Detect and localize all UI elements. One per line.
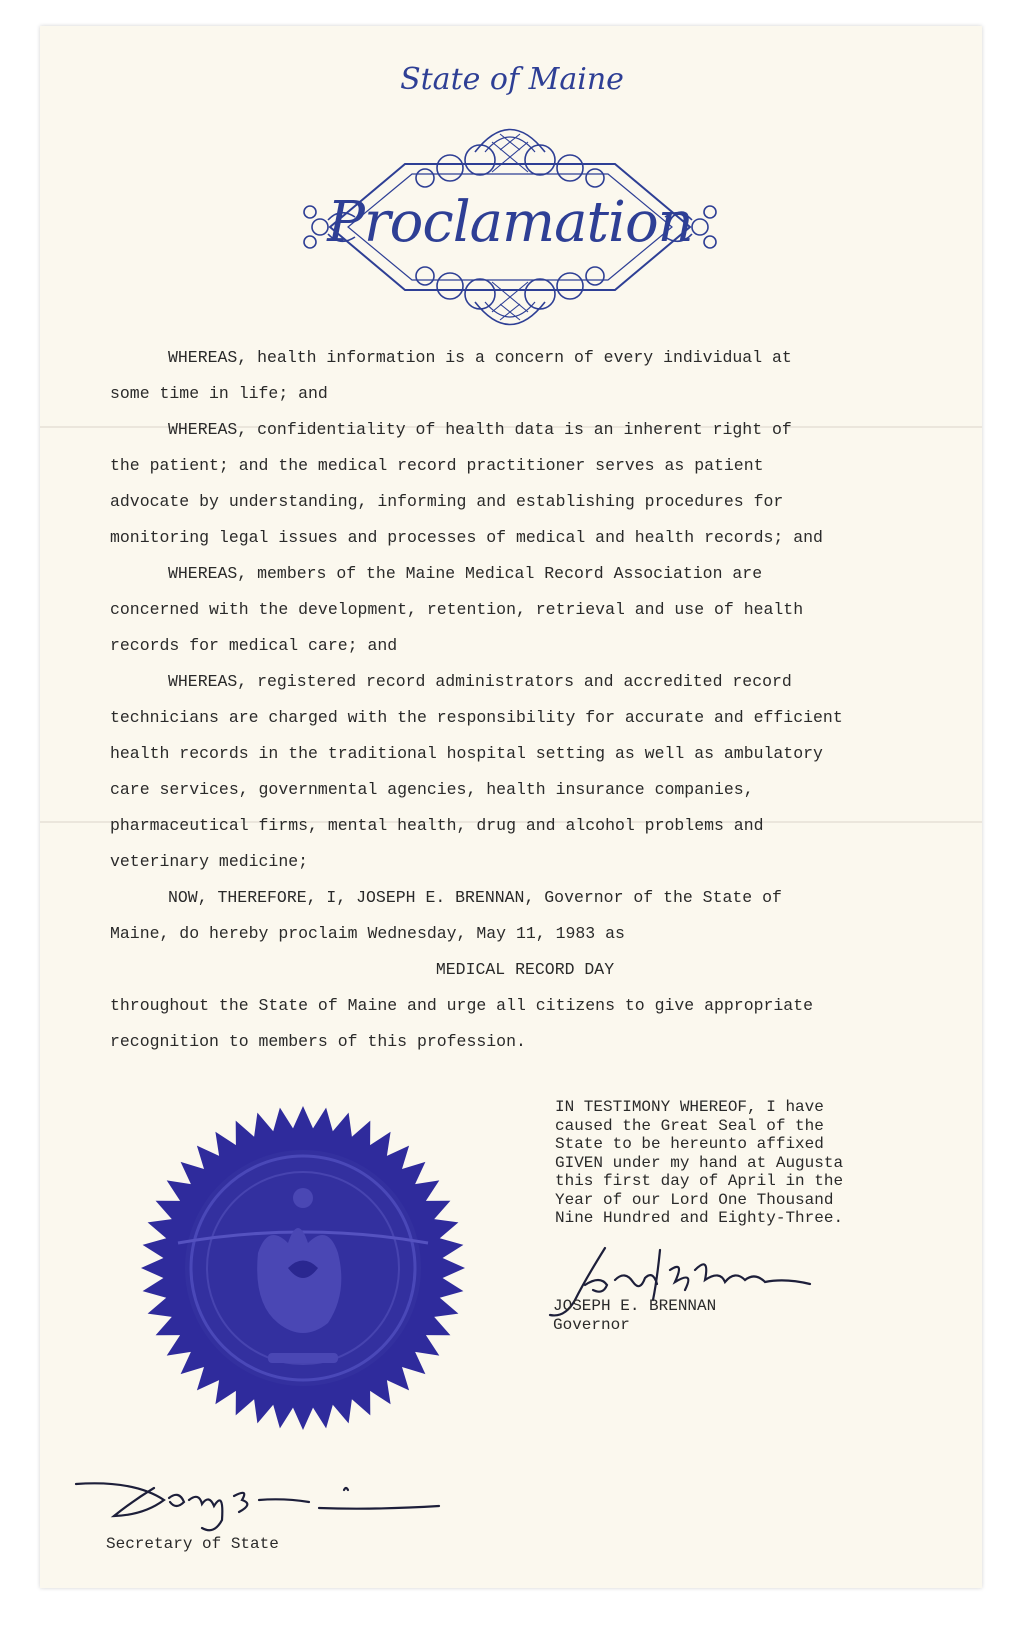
great-seal-of-maine <box>138 1103 468 1433</box>
body-line: monitoring legal issues and processes of medical and health records; and <box>110 528 823 547</box>
body-line: WHEREAS, confidentiality of health data is an inherent right of <box>168 420 792 439</box>
governor-name-block <box>553 1297 716 1334</box>
governor-title: Governor <box>553 1315 630 1334</box>
testimony-line: Year of our Lord One Thousand <box>555 1190 834 1209</box>
body-line: WHEREAS, health information is a concern of every individual at <box>168 348 792 367</box>
body-line: WHEREAS, members of the Maine Medical Record Association are <box>168 564 763 583</box>
testimony-line: IN TESTIMONY WHEREOF, I have <box>555 1098 824 1116</box>
body-line: WHEREAS, registered record administrators and accredited record <box>168 672 792 691</box>
testimony-line: this first day of April in the <box>555 1172 844 1190</box>
body-line: technicians are charged with the responsibility for accurate and efficient <box>110 708 843 727</box>
testimony-line: GIVEN under my hand at Augusta <box>555 1153 844 1172</box>
body-line: health records in the traditional hospital setting as well as ambulatory <box>110 744 823 763</box>
proclaimed-day: MEDICAL RECORD DAY <box>435 960 615 979</box>
proclamation-body <box>110 340 940 1060</box>
body-line: recognition to members of this profession. <box>110 1032 526 1051</box>
body-line: throughout the State of Maine and urge all citizens to give appropriate <box>110 996 814 1015</box>
testimony-block <box>555 1098 935 1228</box>
body-line: some time in life; and <box>110 384 328 403</box>
secretary-signature <box>74 1480 444 1540</box>
proclamation-title: Proclamation <box>327 190 693 255</box>
body-line: Maine, do hereby proclaim Wednesday, May 11, 1983 as <box>110 924 625 943</box>
body-line: records for medical care; and <box>110 636 398 655</box>
body-line: the patient; and the medical record practitioner serves as patient <box>110 456 764 475</box>
testimony-line: caused the Great Seal of the <box>555 1116 824 1135</box>
body-line: advocate by understanding, informing and establishing procedures for <box>110 492 784 511</box>
body-line: veterinary medicine; <box>110 852 309 871</box>
body-line: NOW, THEREFORE, I, JOSEPH E. BRENNAN, Governor of the State of <box>168 888 782 907</box>
secretary-of-state-label: Secretary of State <box>106 1535 279 1553</box>
body-line: concerned with the development, retention, retrieval and use of health <box>110 600 804 619</box>
testimony-line: State to be hereunto affixed <box>555 1135 824 1153</box>
testimony-line: Nine Hundred and Eighty-Three. <box>555 1209 844 1227</box>
governor-name: JOSEPH E. BRENNAN <box>553 1297 717 1315</box>
body-line: pharmaceutical firms, mental health, drug and alcohol problems and <box>110 816 764 835</box>
body-line: care services, governmental agencies, health insurance companies, <box>110 780 754 799</box>
state-title: State of Maine <box>400 62 624 97</box>
